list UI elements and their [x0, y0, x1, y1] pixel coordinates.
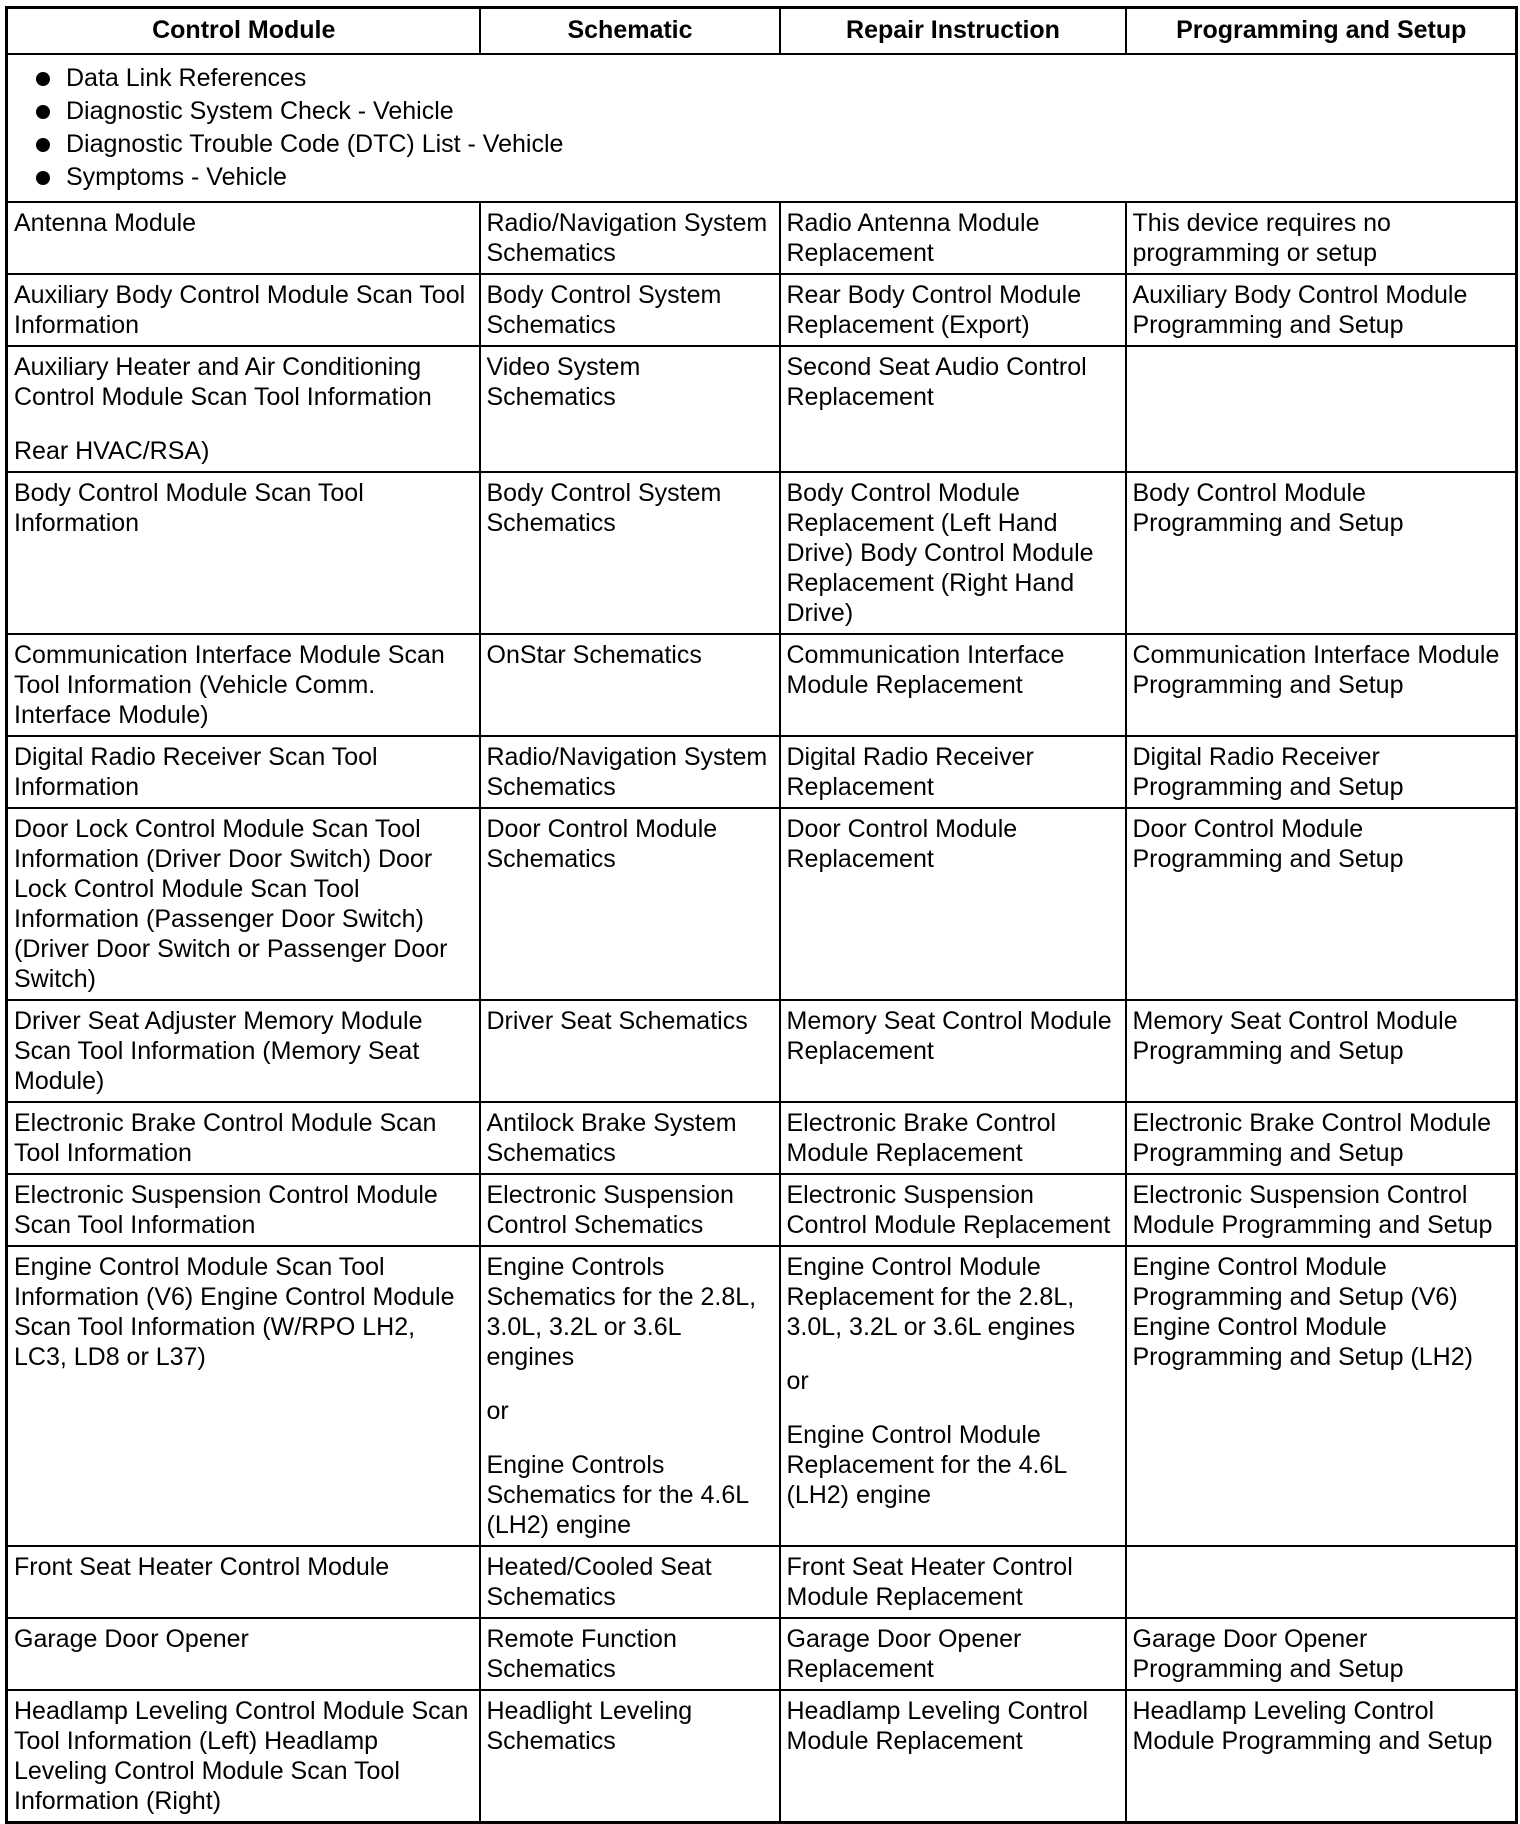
table-row — [7, 736, 1517, 808]
cell-text[interactable]: Engine Control Module Programming and Setup (V6) Engine Control Module Programming and Setup (LH2) — [1132, 1253, 1473, 1371]
bullet-icon — [36, 138, 50, 152]
cell-control-module — [7, 472, 480, 634]
table-row — [7, 274, 1517, 346]
cell-text[interactable]: Electronic Suspension Control Module Scan Tool Information — [14, 1181, 438, 1239]
table-row — [7, 808, 1517, 1000]
reference-item[interactable]: Diagnostic Trouble Code (DTC) List - Vehicle — [14, 128, 1510, 161]
cell-text[interactable]: Electronic Suspension Control Module Replacement — [786, 1181, 1111, 1239]
paragraph-gap — [787, 1396, 1120, 1420]
cell-text[interactable]: Video System Schematics — [486, 353, 641, 411]
cell-schematic — [480, 274, 780, 346]
cell-control-module — [7, 274, 480, 346]
cell-programming-setup — [1126, 634, 1517, 736]
cell-schematic — [480, 1174, 780, 1246]
header-control-module: Control Module — [7, 8, 480, 55]
cell-repair-instruction — [780, 472, 1126, 634]
cell-control-module — [7, 1246, 480, 1546]
cell-text[interactable]: Second Seat Audio Control Replacement — [786, 353, 1087, 411]
cell-text[interactable]: Rear Body Control Module Replacement (Export) — [786, 281, 1082, 339]
cell-control-module — [7, 1000, 480, 1102]
cell-repair-instruction — [780, 1000, 1126, 1102]
cell-programming-setup — [1126, 1690, 1517, 1823]
cell-repair-instruction — [780, 1690, 1126, 1823]
cell-schematic — [480, 736, 780, 808]
cell-text[interactable]: Communication Interface Module Replacement — [786, 641, 1065, 699]
reference-item[interactable]: Data Link References — [14, 62, 1510, 95]
cell-text[interactable]: Communication Interface Module Programming and Setup — [1132, 641, 1500, 699]
cell-schematic — [480, 634, 780, 736]
cell-text[interactable]: Radio Antenna Module Replacement — [786, 209, 1040, 267]
cell-text[interactable]: Driver Seat Adjuster Memory Module Scan Tool Information (Memory Seat Module) — [14, 1007, 423, 1095]
table-row — [7, 1618, 1517, 1690]
cell-control-module — [7, 634, 480, 736]
table-row — [7, 202, 1517, 274]
cell-programming-setup — [1126, 808, 1517, 1000]
cell-programming-setup — [1126, 472, 1517, 634]
cell-control-module — [7, 1690, 480, 1823]
header-schematic: Schematic — [480, 8, 780, 55]
cell-text[interactable]: Auxiliary Heater and Air Conditioning Control Module Scan Tool Information — [14, 353, 432, 411]
cell-text[interactable]: Communication Interface Module Scan Tool Information (Vehicle Comm. Interface Module) — [14, 641, 445, 729]
cell-text[interactable]: Radio/Navigation System Schematics — [486, 209, 768, 267]
cell-text[interactable]: Antilock Brake System Schematics — [486, 1109, 737, 1167]
cell-text[interactable]: Digital Radio Receiver Replacement — [786, 743, 1034, 801]
cell-schematic — [480, 1246, 780, 1546]
cell-text[interactable]: Door Control Module Programming and Setup — [1132, 815, 1404, 873]
cell-text[interactable]: Door Control Module Replacement — [786, 815, 1018, 873]
cell-schematic — [480, 1000, 780, 1102]
cell-repair-instruction — [780, 1102, 1126, 1174]
cell-text[interactable]: Digital Radio Receiver Programming and Setup — [1132, 743, 1404, 801]
header-programming-setup: Programming and Setup — [1126, 8, 1517, 55]
cell-text[interactable]: Radio/Navigation System Schematics — [486, 743, 768, 801]
cell-control-module — [7, 1618, 480, 1690]
cell-schematic — [480, 1546, 780, 1618]
control-module-table — [5, 6, 1518, 1824]
cell-text[interactable]: Headlight Leveling Schematics — [486, 1697, 693, 1755]
cell-text[interactable]: Front Seat Heater Control Module — [14, 1553, 390, 1581]
cell-text[interactable]: Auxiliary Body Control Module Programming and Setup — [1132, 281, 1468, 339]
cell-schematic — [480, 808, 780, 1000]
cell-text[interactable]: Door Control Module Schematics — [486, 815, 718, 873]
cell-repair-instruction — [780, 1174, 1126, 1246]
reference-item[interactable]: Symptoms - Vehicle — [14, 161, 1510, 194]
cell-text[interactable]: Body Control System Schematics — [486, 479, 722, 537]
cell-programming-setup — [1126, 1546, 1517, 1618]
cell-text[interactable]: Memory Seat Control Module Replacement — [786, 1007, 1112, 1065]
cell-control-module — [7, 1546, 480, 1618]
cell-text[interactable]: Memory Seat Control Module Programming and Setup — [1132, 1007, 1458, 1065]
table-row — [7, 472, 1517, 634]
paragraph-gap — [487, 1426, 774, 1450]
cell-control-module — [7, 1102, 480, 1174]
header-repair-instruction: Repair Instruction — [780, 8, 1126, 55]
cell-control-module — [7, 1174, 480, 1246]
cell-repair-instruction — [780, 736, 1126, 808]
header-row — [7, 8, 1517, 55]
cell-text[interactable]: Electronic Brake Control Module Replacement — [786, 1109, 1057, 1167]
cell-text[interactable]: Electronic Brake Control Module Scan Tool Information — [14, 1109, 437, 1167]
cell-text[interactable]: Garage Door Opener Programming and Setup — [1132, 1625, 1404, 1683]
references-row — [7, 54, 1517, 202]
cell-text[interactable]: Rear HVAC/RSA) — [14, 437, 210, 465]
cell-text[interactable]: Front Seat Heater Control Module Replacement — [786, 1553, 1073, 1611]
reference-list — [14, 60, 1510, 196]
cell-text[interactable]: Digital Radio Receiver Scan Tool Information — [14, 743, 378, 801]
cell-text[interactable]: Antenna Module — [14, 209, 197, 237]
cell-text[interactable]: Door Lock Control Module Scan Tool Information (Driver Door Switch) Door Lock Control Module Scan Tool Information (Passenger Door Switch) (Driver Door Switch or Passenger Door Switch) — [14, 815, 448, 993]
cell-programming-setup — [1126, 1246, 1517, 1546]
cell-schematic — [480, 1102, 780, 1174]
cell-repair-instruction — [780, 346, 1126, 472]
cell-repair-instruction — [780, 202, 1126, 274]
cell-control-module — [7, 202, 480, 274]
bullet-icon — [36, 105, 50, 119]
cell-programming-setup — [1126, 1174, 1517, 1246]
paragraph-gap — [14, 412, 474, 436]
cell-text[interactable]: Electronic Brake Control Module Programming and Setup — [1132, 1109, 1491, 1167]
table-row — [7, 1174, 1517, 1246]
cell-repair-instruction — [780, 1246, 1126, 1546]
cell-repair-instruction — [780, 1546, 1126, 1618]
cell-repair-instruction — [780, 274, 1126, 346]
cell-text[interactable]: Garage Door Opener — [14, 1625, 249, 1653]
cell-text[interactable]: Headlamp Leveling Control Module Programming and Setup — [1132, 1697, 1493, 1755]
reference-item[interactable]: Diagnostic System Check - Vehicle — [14, 95, 1510, 128]
table-row — [7, 1102, 1517, 1174]
cell-repair-instruction — [780, 808, 1126, 1000]
cell-programming-setup — [1126, 1618, 1517, 1690]
cell-repair-instruction — [780, 634, 1126, 736]
cell-text[interactable]: This device requires no programming or setup — [1132, 209, 1391, 267]
cell-text[interactable]: Electronic Suspension Control Module Programming and Setup — [1132, 1181, 1493, 1239]
cell-text[interactable]: Auxiliary Body Control Module Scan Tool Information — [14, 281, 466, 339]
cell-text[interactable]: Engine Control Module Replacement for the 2.8L, 3.0L, 3.2L or 3.6L engines — [786, 1253, 1076, 1341]
document-page — [5, 6, 1518, 1824]
cell-schematic — [480, 202, 780, 274]
bullet-icon — [36, 72, 50, 86]
cell-schematic — [480, 472, 780, 634]
cell-repair-instruction — [780, 1618, 1126, 1690]
cell-text[interactable]: Electronic Suspension Control Schematics — [486, 1181, 734, 1239]
cell-text[interactable]: Heated/Cooled Seat Schematics — [486, 1553, 712, 1611]
references-cell — [7, 54, 1517, 202]
cell-control-module — [7, 808, 480, 1000]
cell-text[interactable]: Headlamp Leveling Control Module Scan Tool Information (Left) Headlamp Leveling Control Module Scan Tool Information (Right) — [14, 1697, 469, 1815]
cell-schematic — [480, 1618, 780, 1690]
cell-text[interactable]: Headlamp Leveling Control Module Replacement — [786, 1697, 1089, 1755]
paragraph-gap — [487, 1372, 774, 1396]
cell-programming-setup — [1126, 1000, 1517, 1102]
table-row — [7, 1246, 1517, 1546]
cell-text[interactable]: OnStar Schematics — [486, 641, 702, 669]
table-row — [7, 1690, 1517, 1823]
table-row — [7, 1546, 1517, 1618]
cell-text[interactable]: or — [486, 1397, 509, 1425]
cell-text[interactable]: Body Control Module Scan Tool Information — [14, 479, 364, 537]
cell-programming-setup — [1126, 346, 1517, 472]
cell-text[interactable]: or — [786, 1367, 809, 1395]
table-row — [7, 1000, 1517, 1102]
cell-programming-setup — [1126, 1102, 1517, 1174]
cell-text[interactable]: Remote Function Schematics — [486, 1625, 677, 1683]
table-row — [7, 634, 1517, 736]
cell-text[interactable]: Driver Seat Schematics — [486, 1007, 748, 1035]
cell-programming-setup — [1126, 202, 1517, 274]
cell-text[interactable]: Engine Controls Schematics for the 2.8L, 3.0L, 3.2L or 3.6L engines — [486, 1253, 757, 1371]
cell-control-module — [7, 736, 480, 808]
cell-programming-setup — [1126, 274, 1517, 346]
cell-schematic — [480, 1690, 780, 1823]
cell-text[interactable]: Engine Controls Schematics for the 4.6L (LH2) engine — [486, 1451, 749, 1539]
bullet-icon — [36, 171, 50, 185]
cell-text[interactable]: Engine Control Module Scan Tool Information (V6) Engine Control Module Scan Tool Information (W/RPO LH2, LC3, LD8 or L37) — [14, 1253, 455, 1371]
cell-programming-setup — [1126, 736, 1517, 808]
cell-text[interactable]: Garage Door Opener Replacement — [786, 1625, 1022, 1683]
cell-text[interactable]: Body Control Module Replacement (Left Hand Drive) Body Control Module Replacement (Right Hand Drive) — [786, 479, 1094, 627]
table-row — [7, 346, 1517, 472]
paragraph-gap — [787, 1342, 1120, 1366]
cell-text[interactable]: Body Control Module Programming and Setup — [1132, 479, 1404, 537]
cell-control-module — [7, 346, 480, 472]
cell-schematic — [480, 346, 780, 472]
cell-text[interactable]: Engine Control Module Replacement for the 4.6L (LH2) engine — [786, 1421, 1067, 1509]
cell-text[interactable]: Body Control System Schematics — [486, 281, 722, 339]
